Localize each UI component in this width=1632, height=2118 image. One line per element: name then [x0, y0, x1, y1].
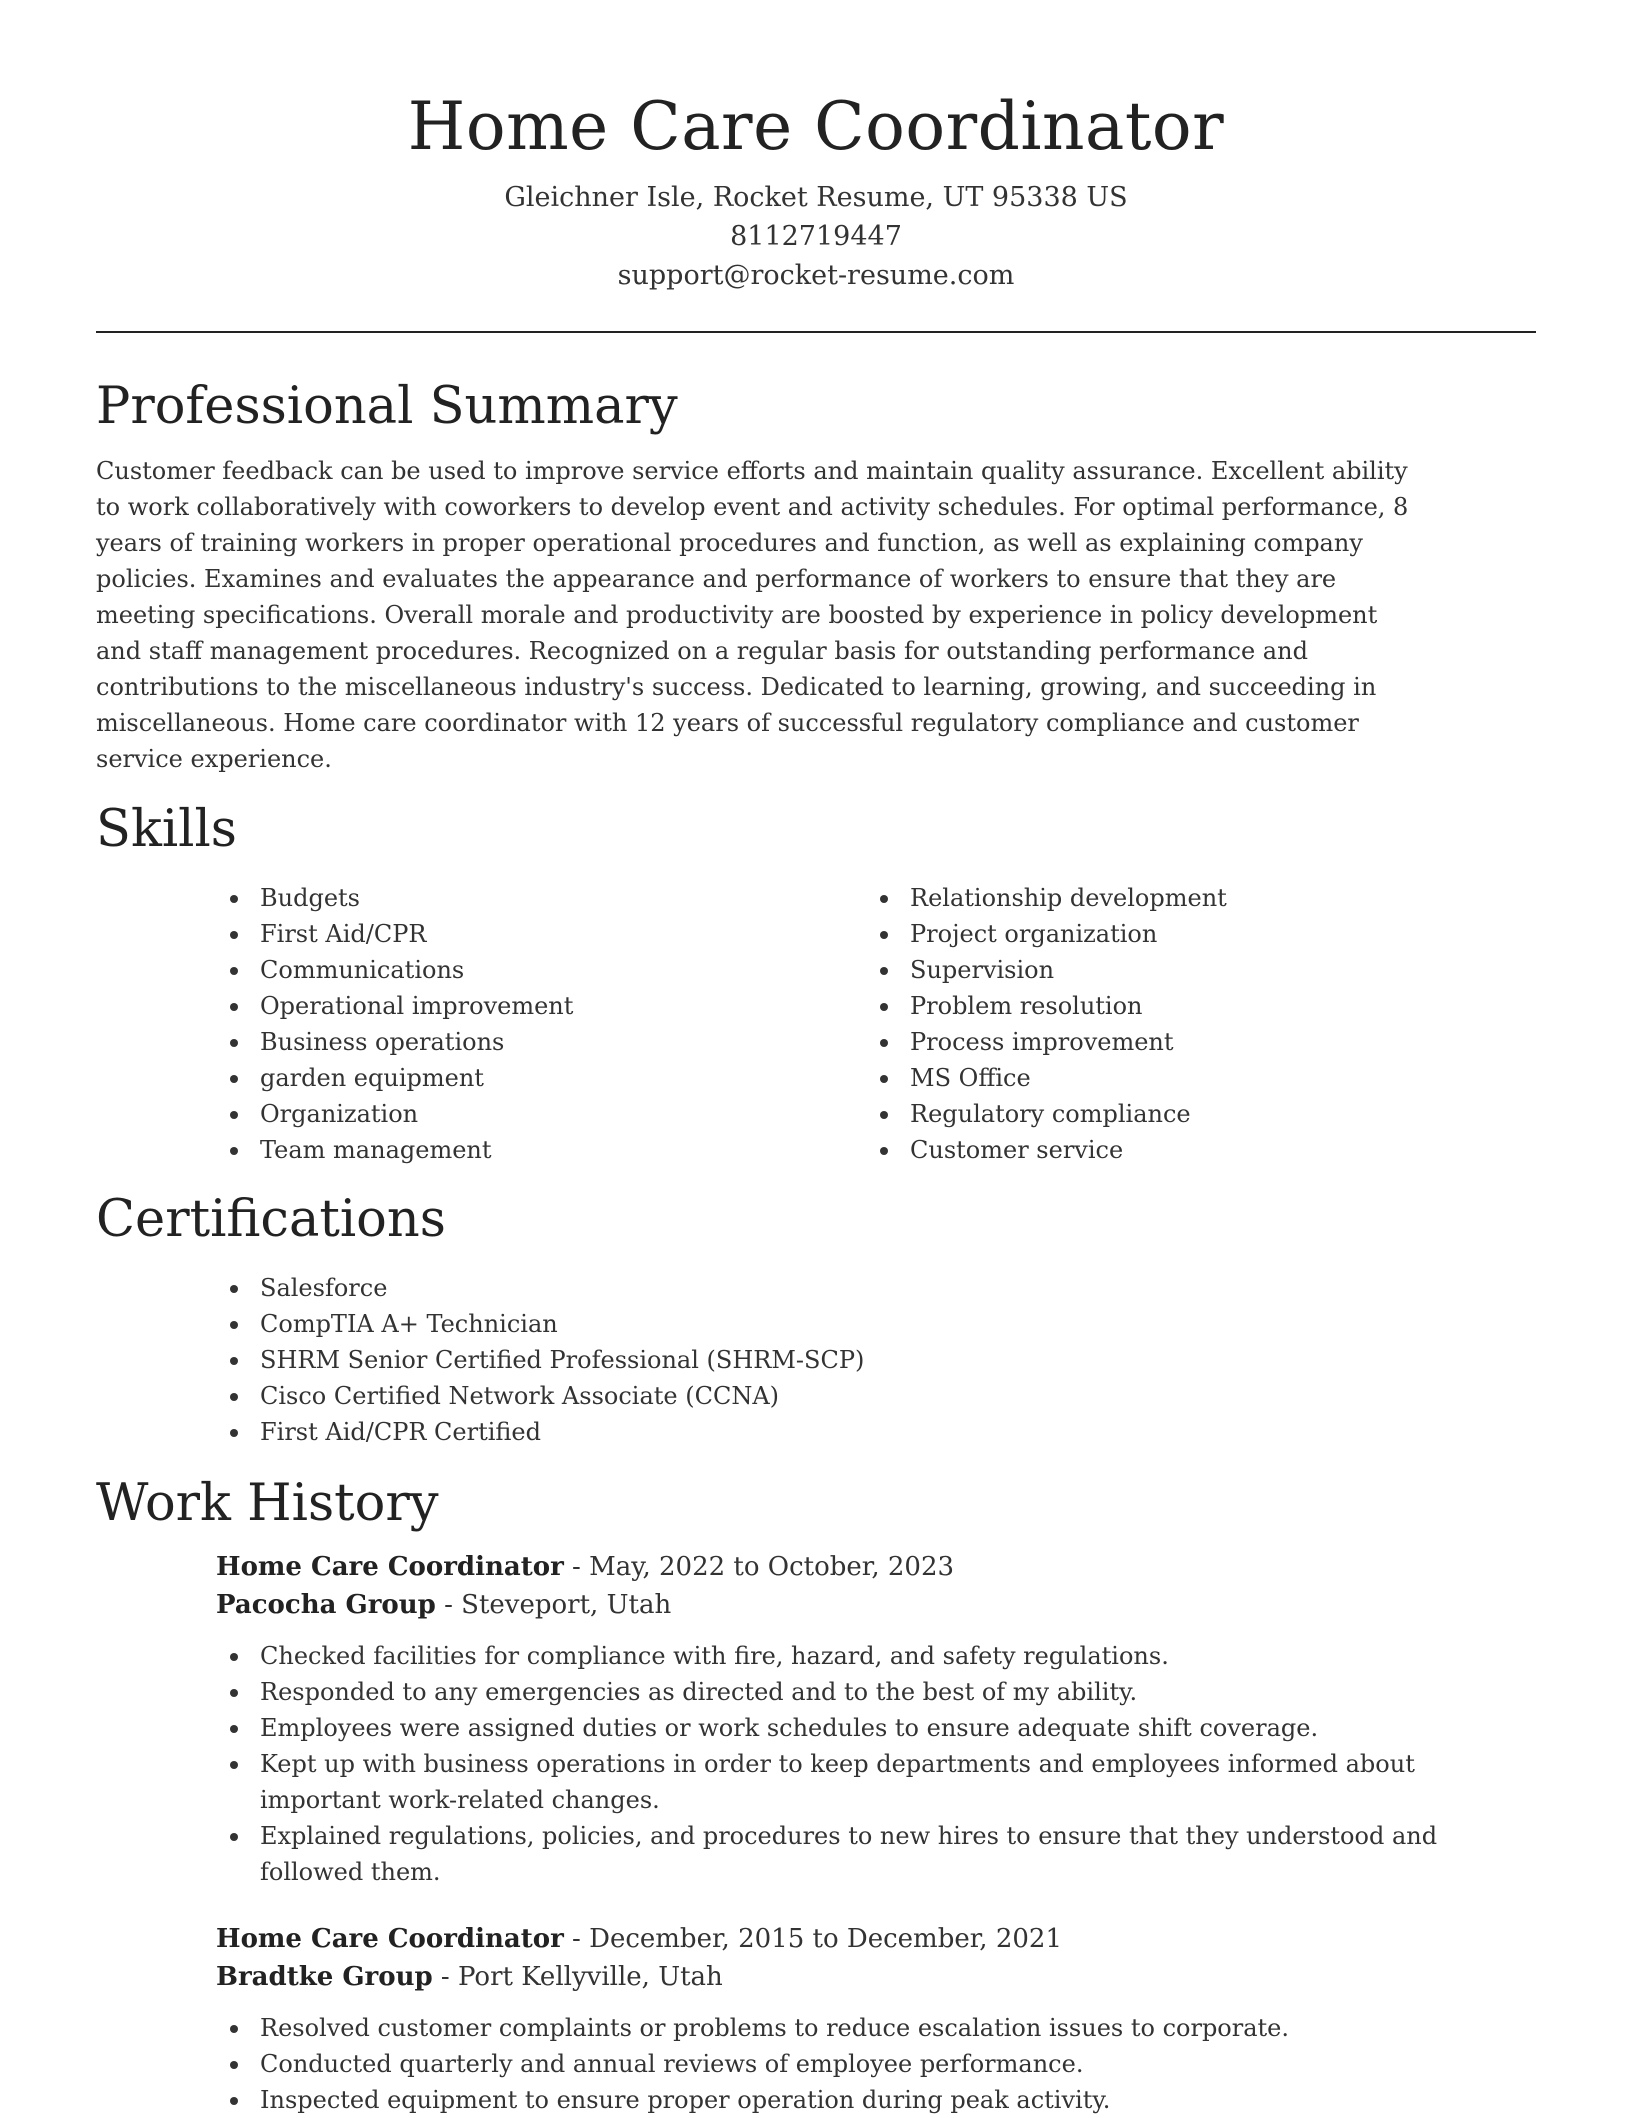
job-company: Bradtke Group — [216, 1962, 433, 1992]
certification-item: CompTIA A+ Technician — [216, 1306, 1536, 1342]
job-duty: Explained regulations, policies, and procedures to new hires to ensure that they understood and followed them. — [216, 1818, 1536, 1890]
header-divider — [96, 331, 1536, 333]
resume-page — [96, 0, 1536, 2118]
skill-item: Organization — [216, 1096, 866, 1132]
certifications-section — [96, 1188, 1536, 1450]
job-dates: - December, 2015 to December, 2021 — [572, 1924, 1062, 1954]
skill-item: Team management — [216, 1132, 866, 1168]
job-title: Home Care Coordinator — [216, 1924, 564, 1954]
skill-item: Supervision — [866, 952, 1516, 988]
certification-item: Salesforce — [216, 1270, 1536, 1306]
job-company-line — [216, 1958, 1536, 1996]
skill-item: Relationship development — [866, 880, 1516, 916]
section-title-skills: Skills — [96, 800, 237, 859]
job-company-line — [216, 1586, 1536, 1624]
job-duties-list — [216, 2010, 1536, 2118]
summary-text: Customer feedback can be used to improve service efforts and maintain quality assurance. Excellent ability to work collaboratively with coworkers to develop event and activity schedules. For optimal performance, 8 years of training workers in proper operational procedures and function, as well as explaining company policies. Examines and evaluates the appearance and performance of workers to ensure that they are meeting specifications. Overall morale and productivity are boosted by experience in policy development and staff management procedures. Recognized on a regular basis for outstanding performance and contributions to the miscellaneous industry's success. Dedicated to learning, growing, and succeeding in miscellaneous. Home care coordinator with 12 years of successful regulatory compliance and customer service experience. — [96, 457, 1409, 773]
skills-list-left — [216, 880, 866, 1168]
skill-item: MS Office — [866, 1060, 1516, 1096]
job-title-line — [216, 1920, 1536, 1958]
job-duty: Responded to any emergencies as directed and to the best of my ability. — [216, 1674, 1536, 1710]
certification-item: SHRM Senior Certified Professional (SHRM-SCP) — [216, 1342, 1536, 1378]
contact-phone: 8112719447 — [730, 221, 902, 252]
job-duty: Resolved customer complaints or problems to reduce escalation issues to corporate. — [216, 2010, 1536, 2046]
contact-address: Gleichner Isle, Rocket Resume, UT 95338 US — [504, 182, 1128, 213]
skill-item: Project organization — [866, 916, 1516, 952]
job-duty: Conducted quarterly and annual reviews of employee performance. — [216, 2046, 1536, 2082]
candidate-name: Home Care Coordinator — [407, 88, 1225, 165]
section-title-certifications: Certifications — [96, 1190, 446, 1249]
skill-item: First Aid/CPR — [216, 916, 866, 952]
professional-summary-section — [96, 375, 1536, 777]
job-duty: Employees were assigned duties or work schedules to ensure adequate shift coverage. — [216, 1710, 1536, 1746]
resume-header — [96, 0, 1536, 295]
section-title-summary: Professional Summary — [96, 377, 678, 436]
job-duty: Checked facilities for compliance with fire, hazard, and safety regulations. — [216, 1638, 1536, 1674]
work-history-section — [96, 1472, 1536, 2118]
contact-email: support@rocket-resume.com — [617, 260, 1015, 291]
skill-item: Operational improvement — [216, 988, 866, 1024]
certifications-list — [216, 1270, 1536, 1450]
skill-item: Business operations — [216, 1024, 866, 1060]
skill-item: Regulatory compliance — [866, 1096, 1516, 1132]
certification-item: Cisco Certified Network Associate (CCNA) — [216, 1378, 1536, 1414]
job-location: - Port Kellyville, Utah — [440, 1962, 723, 1992]
certification-item: First Aid/CPR Certified — [216, 1414, 1536, 1450]
job-entry — [216, 1920, 1536, 2118]
job-duty: Inspected equipment to ensure proper operation during peak activity. — [216, 2082, 1536, 2118]
skill-item: Communications — [216, 952, 866, 988]
contact-block — [96, 178, 1536, 295]
skill-item: Customer service — [866, 1132, 1516, 1168]
skill-item: Budgets — [216, 880, 866, 916]
skills-section — [96, 798, 1536, 1168]
skill-item: garden equipment — [216, 1060, 866, 1096]
job-duty: Kept up with business operations in order to keep departments and employees informed about important work-related changes. — [216, 1746, 1536, 1818]
job-duties-list — [216, 1638, 1536, 1890]
job-title: Home Care Coordinator — [216, 1552, 564, 1582]
job-location: - Steveport, Utah — [444, 1590, 672, 1620]
skills-list-right — [866, 880, 1516, 1168]
skills-columns — [216, 880, 1536, 1168]
job-company: Pacocha Group — [216, 1590, 436, 1620]
skill-item: Process improvement — [866, 1024, 1516, 1060]
section-title-work-history: Work History — [96, 1474, 439, 1533]
skill-item: Problem resolution — [866, 988, 1516, 1024]
job-entry — [216, 1548, 1536, 1890]
job-dates: - May, 2022 to October, 2023 — [572, 1552, 955, 1582]
job-title-line — [216, 1548, 1536, 1586]
